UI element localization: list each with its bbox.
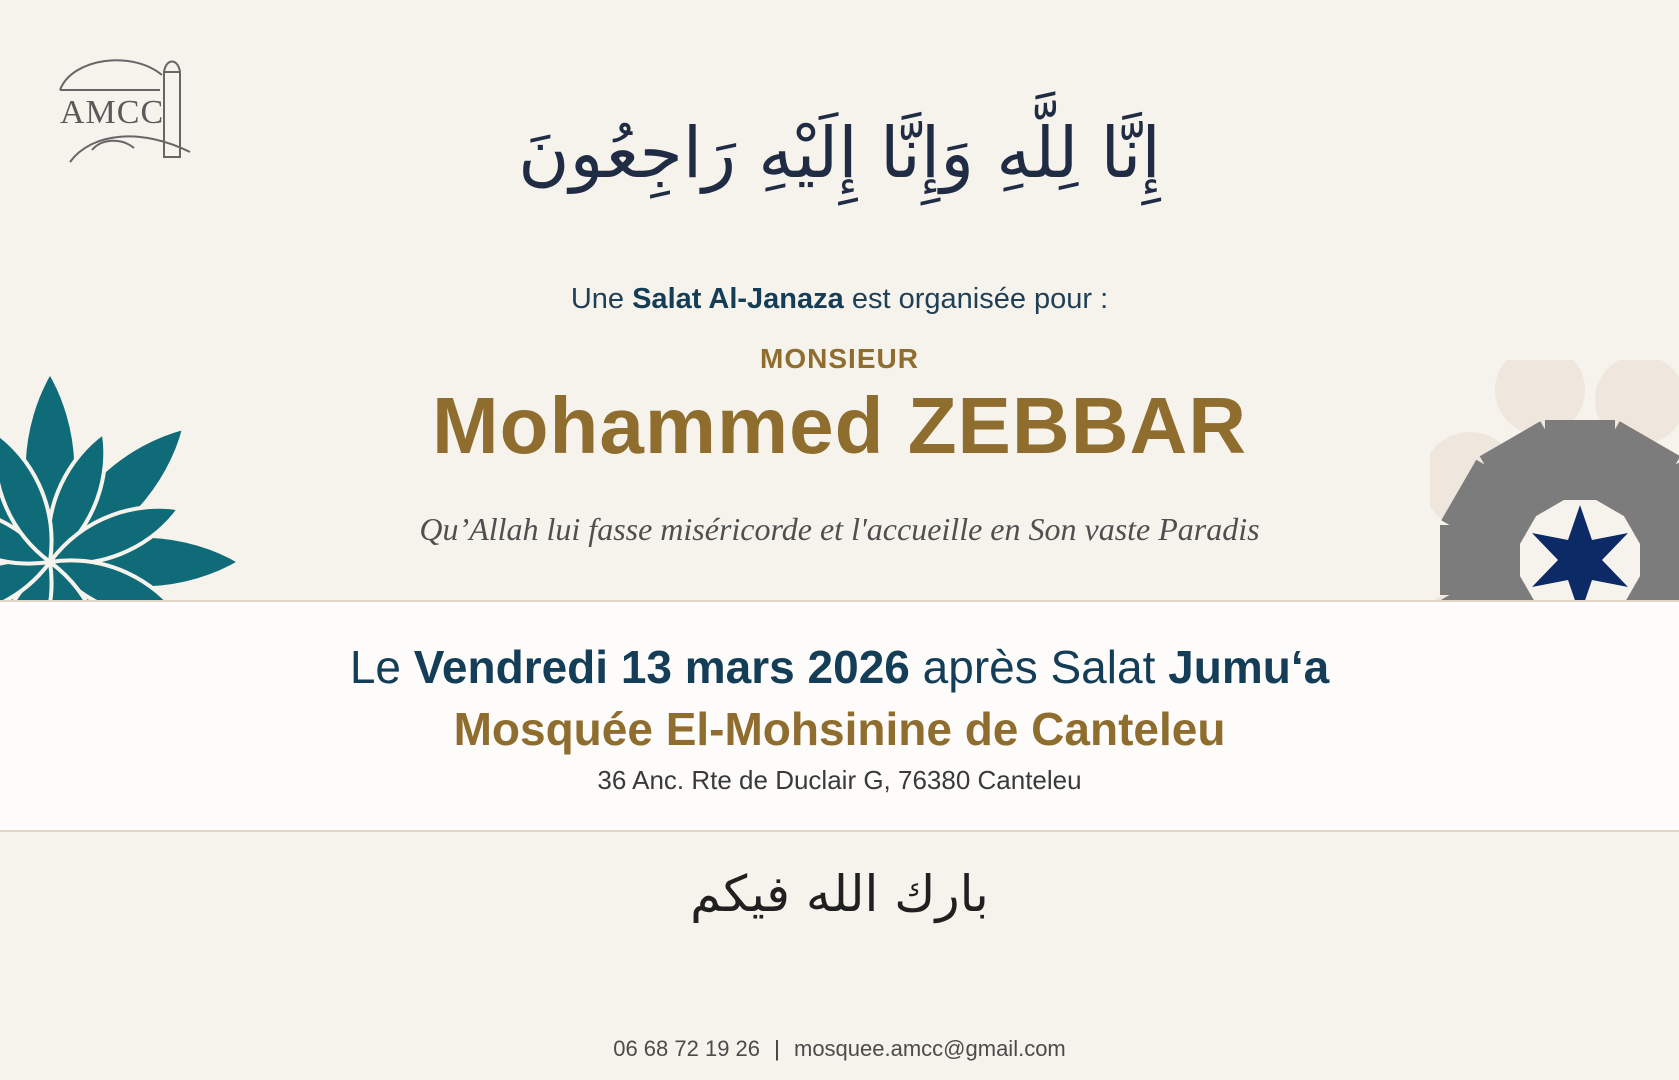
logo-text: AMCC bbox=[60, 94, 165, 131]
contact-line bbox=[0, 1036, 1679, 1062]
prayer-text: Qu’Allah lui fasse miséricorde et l'accueille en Son vaste Paradis bbox=[419, 511, 1260, 547]
person-name: Mohammed ZEBBAR bbox=[431, 381, 1248, 470]
event-date: Vendredi 13 mars 2026 bbox=[413, 641, 910, 693]
event-prefix: Le bbox=[349, 641, 401, 693]
intro-prefix: Une bbox=[570, 283, 625, 315]
email-address[interactable]: mosquee.amcc@gmail.com bbox=[794, 1036, 1066, 1061]
phone-number[interactable]: 06 68 72 19 26 bbox=[613, 1036, 761, 1061]
mosque-address: 36 Anc. Rte de Duclair G, 76380 Canteleu bbox=[597, 765, 1082, 795]
intro-line bbox=[0, 283, 1679, 316]
person-title: MONSIEUR bbox=[760, 343, 919, 374]
intro-highlight: Salat Al-Janaza bbox=[632, 283, 844, 315]
intro-suffix: est organisée pour : bbox=[851, 283, 1109, 315]
mosque-name: Mosquée El-Mohsinine de Canteleu bbox=[453, 703, 1226, 755]
event-middle: après Salat bbox=[922, 641, 1156, 693]
event-prayer: Jumu‘a bbox=[1168, 641, 1330, 693]
arabic-title: إِنَّا لِلَّهِ وَإِنَّا إِلَيْهِ رَاجِعُونَ bbox=[518, 112, 1161, 194]
closing-arabic: بارك الله فيكم bbox=[690, 865, 989, 923]
contact-separator: | bbox=[774, 1036, 780, 1061]
event-date-line bbox=[0, 640, 1679, 694]
